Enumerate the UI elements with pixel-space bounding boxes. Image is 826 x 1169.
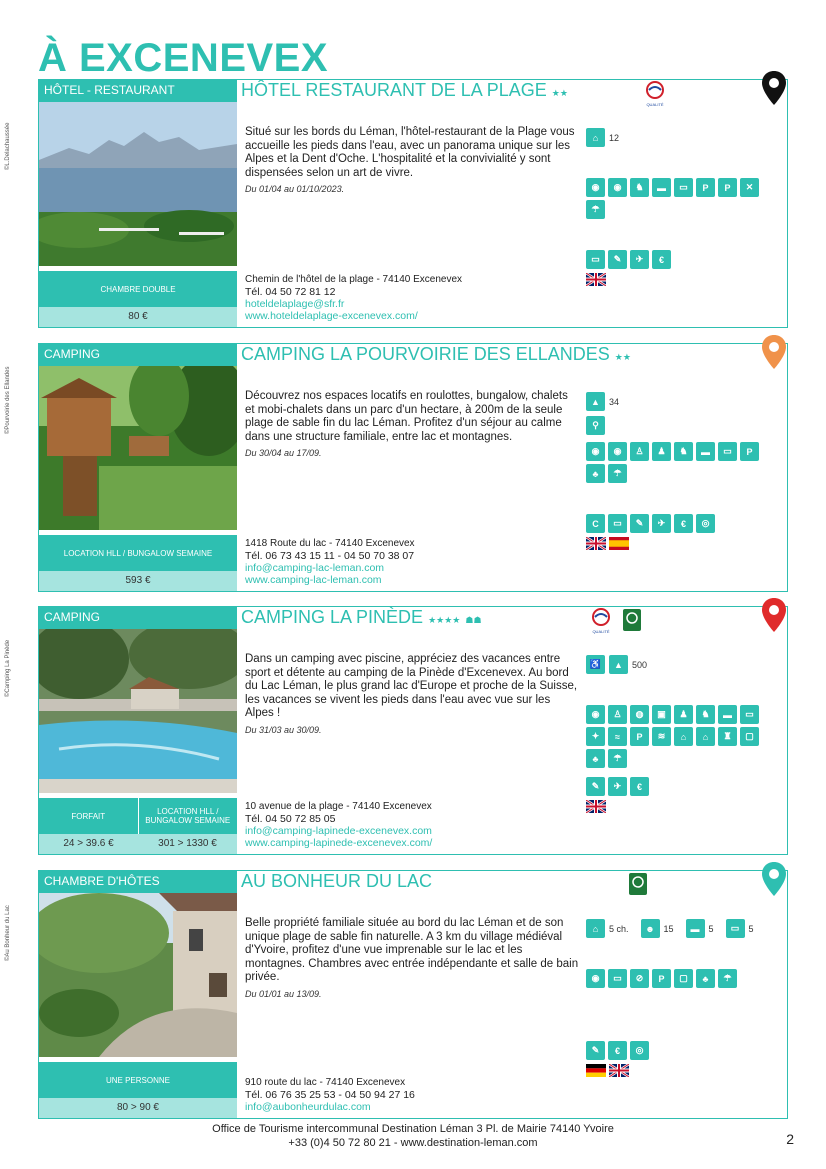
capacity-rooms: 5 ch. [609,923,629,934]
listing-bonheur-du-lac [5,870,788,1119]
laundry-icon: ◍ [630,705,649,724]
cheque-icon: ✎ [586,777,605,796]
listing-photo [39,893,237,1057]
website-link[interactable]: www.camping-lapinede-excenevex.com/ [245,837,433,849]
website-link[interactable]: www.hoteldelaplage-excenevex.com/ [245,310,418,322]
eco-label-icon [623,609,641,631]
accessibility-icon: ♿ [586,655,605,674]
fishing-icon: ⚲ [586,416,605,435]
email-link[interactable]: info@camping-lapinede-excenevex.com [245,825,432,837]
listing-description: Belle propriété familiale située au bord du lac Léman et de son unique plage de sable fin naturelle. A 3 km du village médiéval d'Yvoire, profitez d'une vue imprenable sur le lac et les montagnes. Chambres avec entrée indépendante et salle de bain privée. Du 01/01 au 13/09. [245,917,579,1001]
address: 910 route du lac - 74140 Excenevex [245,1077,406,1088]
terrace-icon: ▭ [718,442,737,461]
parking-icon: P [740,442,759,461]
terrace-icon: ▭ [740,705,759,724]
footer-address: Office de Tourisme intercommunal Destination Léman 3 Pl. de Mairie 74140 Yvoire [212,1123,614,1135]
family-label-icon: ☗☗ [465,615,482,625]
bar-icon: ♜ [718,727,737,746]
eco-label-icon [629,873,647,895]
sport-icon: ✦ [586,727,605,746]
category-label: CHAMBRE D'HÔTES [39,871,237,893]
wifi-free-icon: ◉ [608,178,627,197]
activity-icons [586,416,776,435]
pets-icon: ♞ [696,705,715,724]
price-block [39,1062,237,1118]
card-payment-icon: ▭ [608,514,627,533]
spa-icon: ≈ [608,727,627,746]
capacity-double: 5 [708,923,714,934]
price-label: LOCATION HLL / BUNGALOW SEMAINE [138,798,238,834]
coin-icon: ◎ [696,514,715,533]
opening-dates: Du 01/01 au 13/09. [245,988,322,999]
beach-icon: ☂ [608,464,627,483]
language-flags [586,800,606,813]
playground-icon: ♙ [608,705,627,724]
star-rating: ★★ [614,352,631,362]
map-pin-icon [761,597,787,633]
beach-icon: ☂ [586,200,605,219]
holiday-voucher-icon: ✈ [652,514,671,533]
amenity-icons [586,969,776,988]
listing-left-column [39,871,237,1118]
capacity-people: 15 [663,923,674,934]
price-label: CHAMBRE DOUBLE [100,284,176,294]
listing-description: Situé sur les bords du Léman, l'hôtel-restaurant de la Plage vous accueille les pieds dans l'eau, avec un panorama unique sur les Alpes et la Dent d'Oche. L'hospitalité et la convivialité y sont dispensées selon un art de vivre. Du 01/04 au 01/10/2023. [245,126,579,197]
parking-icon: P [696,178,715,197]
capacity-value: 34 [609,396,620,407]
cash-icon: € [674,514,693,533]
listing-pourvoirie [5,343,788,592]
covered-pool-icon: ⌂ [696,727,715,746]
service-icons [586,777,776,796]
opening-dates: Du 01/04 au 01/10/2023. [245,184,345,194]
listing-left-column [39,344,237,591]
phone: Tél. 04 50 72 85 05 [245,813,336,825]
cheque-icon: ✎ [586,1041,605,1060]
category-label: CAMPING [39,607,237,629]
listing-photo [39,366,237,530]
price-value: 80 € [128,311,148,322]
garden-icon: ♣ [586,464,605,483]
capacity-value: 12 [609,132,620,143]
listing-name: CAMPING LA POURVOIRIE DES ELLANDES ★★ [241,344,631,364]
phone: Tél. 06 76 35 25 53 - 04 50 94 27 16 [245,1089,415,1101]
service-icons [586,1041,776,1060]
amenity-icons [586,705,776,768]
price-label: LOCATION HLL / BUNGALOW SEMAINE [63,548,213,558]
email-link[interactable]: info@aubonheurdulac.com [245,1101,371,1113]
lounge-icon: ▬ [718,705,737,724]
pets-icon: ♞ [674,442,693,461]
price-value: 301 > 1330 € [158,838,217,849]
caf-icon: C [586,514,605,533]
capacity-row [586,919,762,938]
star-rating: ★★ [551,88,568,98]
garden-icon: ♣ [696,969,715,988]
lounge-icon: ▬ [696,442,715,461]
price-value: 24 > 39.6 € [63,838,114,849]
wifi-icon: ◉ [586,442,605,461]
price-block [39,535,237,591]
address: 10 avenue de la plage - 74140 Excenevex [245,801,432,812]
listing-photo [39,102,237,266]
category-label: HÔTEL - RESTAURANT [39,80,237,102]
restaurant-icon: ✕ [740,178,759,197]
tent-icon: ▲ [609,655,628,674]
star-rating: ★★★★ [428,615,461,625]
listing-hotel-plage [5,79,788,328]
pool-icon: ≋ [652,727,671,746]
card-payment-icon: ▭ [586,250,605,269]
listing-name: AU BONHEUR DU LAC [241,871,433,891]
address: 1418 Route du lac - 74140 Excenevex [245,538,415,549]
listing-left-column [39,607,237,854]
parking-icon: P [652,969,671,988]
capacity-row [586,392,627,411]
family-icon: ♟ [674,705,693,724]
family-icon: ♟ [652,442,671,461]
listing-photo [39,629,237,793]
room-icon: ⌂ [586,919,605,938]
contact-block [245,538,575,586]
listing-description: Découvrez nos espaces locatifs en roulottes, bungalow, chalets et mobi-chalets dans un parc d'un hectare, à 200m de la seule plage de sable fin du lac Léman. Profitez d'un séjour au calme dans une structure familiale, entre lac et montagnes. Du 30/04 au 17/09. [245,390,579,461]
playground-icon: ♙ [630,442,649,461]
contact-block [245,801,575,849]
photo-credit: ©Camping La Pinède [5,639,11,697]
page-number: 2 [786,1131,794,1147]
photo-credit: ©Au Bonheur du Lac [5,905,11,961]
people-icon: ☻ [641,919,660,938]
indoor-pool-icon: ⌂ [674,727,693,746]
footer-contact: +33 (0)4 50 72 80 21 - www.destination-leman.com [288,1137,538,1149]
phone: Tél. 04 50 72 81 12 [245,286,336,298]
tv-icon: ▢ [740,727,759,746]
language-flags [586,273,606,286]
qualite-tourisme-logo [639,80,671,110]
listing-left-column [39,80,237,327]
bus-parking-icon: P [718,178,737,197]
price-value: 593 € [125,575,151,586]
photo-credit: ©Pourvoirie des Ellandes [5,366,11,434]
cash-icon: € [630,777,649,796]
language-flags [586,537,629,550]
wifi-free-icon: ◉ [608,442,627,461]
price-label: FORFAIT [71,811,106,821]
map-pin-icon [761,70,787,106]
cash-icon: € [608,1041,627,1060]
amenity-icons [586,178,776,219]
price-value: 80 > 90 € [117,1102,159,1113]
photo-credit: ©L.Delachaussée [5,122,11,170]
uk-flag-icon [586,800,606,813]
holiday-voucher-icon: ✈ [608,777,627,796]
contact-block [245,1077,575,1113]
cheque-icon: ✎ [630,514,649,533]
beach-icon: ☂ [718,969,737,988]
cash-icon: € [652,250,671,269]
wifi-icon: ◉ [586,178,605,197]
service-icons [586,250,776,269]
opening-dates: Du 30/04 au 17/09. [245,448,322,458]
pets-icon: ♞ [630,178,649,197]
coin-icon: ◎ [630,1041,649,1060]
listing-name: HÔTEL RESTAURANT DE LA PLAGE ★★ [241,80,568,100]
double-bed-icon: ▬ [686,919,705,938]
listing-pinede [5,606,788,855]
website-link[interactable]: www.camping-lac-leman.com [245,574,382,586]
lounge-icon: ▬ [652,178,671,197]
tent-icon: ▲ [586,392,605,411]
wifi-icon: ◉ [586,969,605,988]
capacity-row [586,128,627,147]
map-pin-icon [761,861,787,897]
price-label: UNE PERSONNE [105,1075,170,1085]
tv-icon: ▢ [674,969,693,988]
listing-name: CAMPING LA PINÈDE ★★★★ ☗☗ [241,607,482,627]
beach-icon: ☂ [608,749,627,768]
price-block [39,271,237,327]
phone: Tél. 06 73 43 15 11 - 04 50 70 38 07 [245,550,415,562]
uk-flag-icon [586,537,606,550]
capacity-row [586,655,655,674]
capacity-value: 500 [632,659,648,670]
svg-text:QUALITÉ: QUALITÉ [592,629,610,634]
map-pin-icon [761,334,787,370]
language-flags [586,1064,629,1077]
page-title: À EXCENEVEX [38,36,329,80]
single-bed-icon: ▭ [726,919,745,938]
camper-icon: ▣ [652,705,671,724]
footer [0,1122,826,1150]
email-link[interactable]: info@camping-lac-leman.com [245,562,385,574]
wifi-icon: ◉ [586,705,605,724]
capacity-single: 5 [748,923,754,934]
uk-flag-icon [586,273,606,286]
listing-description: Dans un camping avec piscine, appréciez des vacances entre sport et détente au camping de la Pinède d'Excenevex. Au bord du Lac Léman, le plus grand lac d'Europe et proche de la Suisse, les vacances se vivent les pieds dans l'eau avec vue sur les Alpes ! Du 31/03 au 30/09. [245,653,579,737]
qualite-tourisme-logo [585,607,617,637]
terrace-icon: ▭ [608,969,627,988]
garden-icon: ♣ [586,749,605,768]
opening-dates: Du 31/03 au 30/09. [245,724,322,735]
address: Chemin de l'hôtel de la plage - 74140 Excenevex [245,274,463,285]
price-block [39,798,237,854]
parking-icon: P [630,727,649,746]
service-icons [586,514,776,533]
email-link[interactable]: hoteldelaplage@sfr.fr [245,298,345,310]
cheque-icon: ✎ [608,250,627,269]
no-smoking-icon: ⊘ [630,969,649,988]
terrace-icon: ▭ [674,178,693,197]
contact-block [245,274,575,322]
germany-flag-icon [586,1064,606,1077]
category-label: CAMPING [39,344,237,366]
svg-text:QUALITÉ: QUALITÉ [646,102,664,107]
uk-flag-icon [609,1064,629,1077]
spain-flag-icon [609,537,629,550]
room-icon: ⌂ [586,128,605,147]
amenity-icons [586,442,776,483]
holiday-voucher-icon: ✈ [630,250,649,269]
